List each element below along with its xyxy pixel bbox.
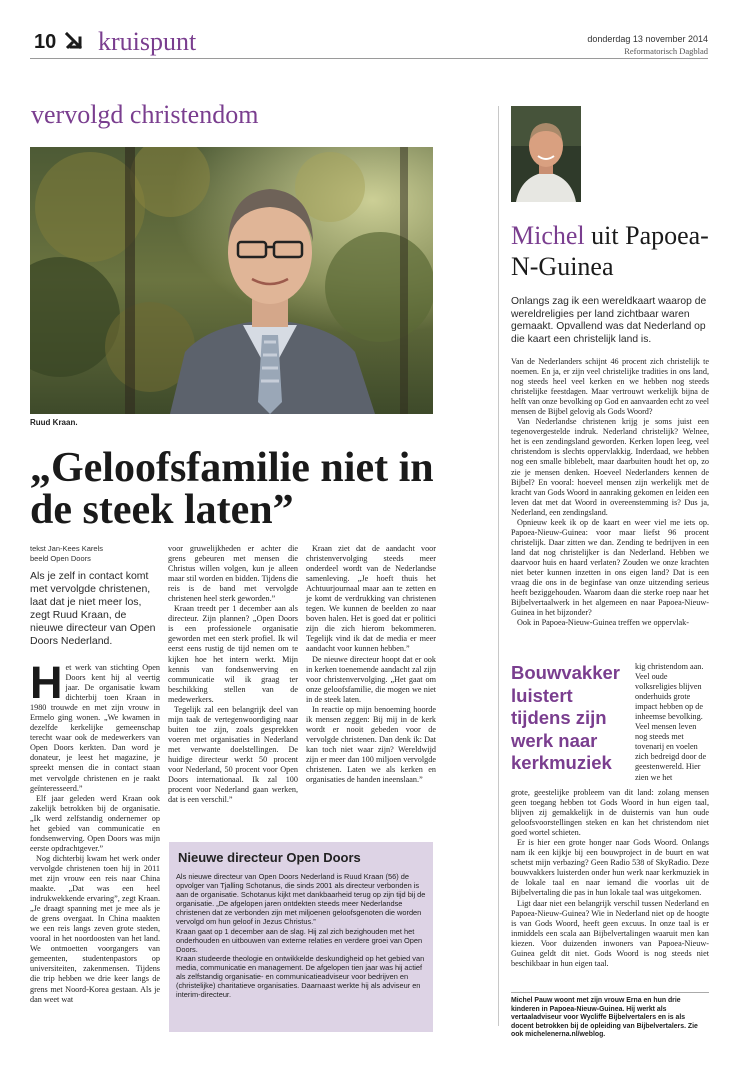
article-kicker: vervolgd christendom <box>31 100 259 129</box>
paragraph: grote, geestelijke probleem van dit land: zolang mensen geen toegang hebben tot Gods Woord in hun eigen taal, blijven zij gemakkelijk in de duisternis van hun oude geloofsvoorstellingen steken en kan het christendom niet goed wortel schieten. <box>511 788 709 838</box>
paragraph: Opnieuw keek ik op de kaart en weer viel me iets op. Papoea-Nieuw-Guinea: voor maar liefst 96 procent christelijk. Daar zitten we dan. Zending te bedrijven in een land dat nog christelijker is dan Nederland. Hebben we daarvoor huis en haard verlaten? Zouden we onze krachten niet beter kunnen inzetten in ons eigen land? Dat is een vraag die ons in de beginfase van onze uitzending serieus heeft beziggehouden. Waarom daan die sterke roep naar het Bijbelvertaalwerk in het algemeen en naar Papoea-Nieuw-Guinea in het bijzonder? <box>511 517 709 618</box>
paragraph: Kraan gaat op 1 december aan de slag. Hij zal zich bezighouden met het onderhouden en uitbouwen van externe relaties en verdere groei van Open Doors. <box>176 926 423 954</box>
headline: „Geloofsfamilie niet in de steek laten” <box>30 445 434 533</box>
paragraph: Ligt daar niet een belangrijk verschil tussen Nederland en Papoea-Nieuw-Guinea? Wie in Nederland niet op de hoogte is van Gods Woord, heeft geen excuus. In onze taal is er inmiddels een scala aan Bijbelvertalingen waaruit men kan kiezen. Voor duizenden inwoners van Papoea-Nieuw-Guinea geldt dit niet. Gods Woord is nog steeds niet beschikbaar in hun eigen taal. <box>511 898 709 968</box>
article-column-3 <box>306 544 436 785</box>
columnist-name: Michel <box>511 221 585 250</box>
page-number: 10 <box>34 31 57 53</box>
paragraph: Van Nederlandse christenen krijg je soms juist een tegenovergestelde indruk. Nederland christelijk? Welnee, het is een zendingsland geworden. Kerken lopen leeg, veel christendom is slechts oppervlakkig. Inderdaad, we hebben nog een smalle biblebelt, maar daarbuiten houdt het op, zo zie je mensen denken. Hoeveel Nederlanders kennen de Bijbel? En vooral: hoeveel mensen zijn werkelijk met de kracht van Gods Woord in aanraking gekomen en leiden een leven dat met dat Woord in overeenstemming is? Dus ja, Nederland, een zendingsland. <box>511 417 709 517</box>
byline-text: tekst Jan-Kees Karels <box>30 544 103 553</box>
paragraph: Kraan studeerde theologie en ontwikkelde deskundigheid op het gebied van media, communicatie en management. De afgelopen tien jaar was hij actief als zelfstandig organisatie- en communicatieadviseur voor bedrijven en (christelijke) charitatieve organisaties. Daarnaast werkte hij als adviseur en interim-directeur. <box>176 953 425 1000</box>
paragraph: Kraan ziet dat de aandacht voor christenvervolging steeds meer onderdeel wordt van de Nederlandse samenleving. „Je hoeft thuis het Achtuurjournaal maar aan te zetten en je komt de verdrukking van christenen tegen. We kunnen de beelden zo naar boven halen. Het is goed dat er politici zijn die zich hierom bekommeren. Tegelijk vind ik dat de media er meer aandacht voor kunnen hebben.” <box>306 544 436 654</box>
columnist-photo <box>511 106 581 202</box>
section-title: kruispunt <box>98 27 197 56</box>
paragraph: De nieuwe directeur hoopt dat er ook in kerken toenemende aandacht zal zijn voor christenvervolging. „Het gaat om onze geloofsfamilie, die mogen we niet in de steek laten. <box>306 654 436 704</box>
paragraph: Als nieuwe directeur van Open Doors Nederland is Ruud Kraan (56) de opvolger van Tjalling Schotanus, die sinds 2001 als directeur verbonden is aan de organisatie. Schotanus kijkt met dankbaarheid terug op zijn tijd bij de organisatie. „De afgelopen jaren ontdekten steeds meer Nederlandse christenen dat ze verbonden zijn met miljoenen geloofsgenoten die worden vervolgd om hun geloof in Jezus Christus.” <box>176 872 426 927</box>
drop-cap: H <box>30 657 63 708</box>
column-divider <box>498 106 499 1026</box>
info-box-text <box>176 872 428 999</box>
paragraph: In reactie op mijn benoeming hoorde ik mensen zeggen: Bij mij in de kerk wordt er nooit gebeden voor de vervolgde christenen. Dan denk ik: Dat kan toch niet waar zijn? Wereldwijd zijn er meer dan 100 miljoen vervolgde christenen. Laten we als kerken en organisaties de handen ineenslaan.” <box>306 704 436 785</box>
column-body-continued <box>511 788 709 969</box>
header-divider <box>30 58 708 59</box>
columnist-bio: Michel Pauw woont met zijn vrouw Erna en hun drie kinderen in Papoea-Nieuw-Guinea. Hij werkt als vertaaladviseur voor Wycliffe Bijbelvertalers en is als docent betrokken bij de opleiding van Bijbelvertalers. Zie ook michelenerna.nl/weblog. <box>511 997 698 1039</box>
byline <box>30 544 160 564</box>
bio-divider <box>511 992 709 993</box>
paragraph: Er is hier een grote honger naar Gods Woord. Onlangs nam ik een kijkje bij een bouwproject in de buurt en wat schetst mijn verbazing? Geen Radio 538 of SkyRadio. Deze bouwvakkers luisterden onder hun werk naar kerkmuziek in de lokale taal en naar iemand die voorlas uit de Bijbelvertaling die pas in hun lokale taal was uitgekomen. <box>511 838 709 898</box>
column-body-side: kig christendom aan. Veel oude volksreligies blijven onderhuids grote impact hebben op de inheemse bevolking. Veel mensen leven nog steeds met tovenarij en voelen zich bedreigd door de geestenwereld. Hier zien we het <box>635 662 707 782</box>
paragraph: Nog dichterbij kwam het werk onder vervolgde christenen toen hij in 2011 met zijn vrouw een reis naar China maakte. „Dat was een heel indrukwekkende ervaring”, zegt Kraan. „Je draagt spanning met je mee als je de grens overgaat. In China maakten we een reis langs zeven grote steden, vooral in het noordoosten van het land. We ontmoetten voorgangers van gemeenten, studentenpastors op universiteiten, zakenmensen. Tijdens die trip hebben we drie keer langs de grens met Noord-Korea gestaan. Als je dan weet wat <box>30 853 160 1004</box>
article-column-1 <box>30 657 160 1005</box>
paragraph: voor gruwelijkheden er achter die grens gebeuren met mensen die Christus willen volgen, kun je alleen maar stil worden en bidden. Tijdens die reis is de band met vervolgde christenen heel sterk geworden.” <box>168 544 298 604</box>
newspaper-name: Reformatorisch Dagblad <box>624 46 708 56</box>
column-title-rest: uit Papoea-N-Guinea <box>511 221 709 281</box>
column-intro: Onlangs zag ik een wereldkaart waarop de wereldreligies per land zichtbaar waren gemaakt. Opvallend was dat Nederland op die kaart een christelijk land is. <box>511 296 707 345</box>
article-column-2 <box>168 544 298 805</box>
article-intro: Als je zelf in contact komt met vervolgde christenen, laat dat je niet meer los, zegt Ruud Kraan, de nieuwe directeur van Open Doors Nederland. <box>30 570 156 647</box>
column-title <box>511 220 721 282</box>
crossroads-arrow-icon <box>64 30 86 52</box>
paragraph: Kraan treedt per 1 december aan als directeur. Zijn plannen? „Open Doors is een professionele organisatie geworden met een sterk profiel. Ik wil eerst eens rustig de tijd nemen om te kijken hoe het intern werkt. Mijn kennis van fondsenwerving en communicatie wil ik graag ter beschikking stellen van de medewerkers. <box>168 604 298 704</box>
paragraph: Elf jaar geleden werd Kraan ook zakelijk betrokken bij de organisatie. „Ik werd zelfstandig ondernemer op het gebied van communicatie en fondsenwerving. Open Doors was mijn eerste opdrachtgever.” <box>30 793 160 853</box>
paragraph: Van de Nederlanders schijnt 46 procent zich christelijk te noemen. En ja, er zijn veel christelijke tradities in ons land, nog steeds heel veel kerken en we hebben nog steeds christelijke feestdagen. Maar vertrouwt werkelijk bijna de helft van onze bevolking op God en aanvaarden echt zo veel mensen de Bijbel gelovig als Gods Woord? <box>511 357 709 417</box>
pull-quote: Bouwvakker luistert tijdens zijn werk naar kerkmuziek <box>511 662 620 773</box>
info-box <box>169 842 433 1032</box>
paragraph: et werk van stichting Open Doors kent hij al veertig jaar. De organisatie kwam dichterbij toen Kraan in 1980 trouwde en met zijn vrouw in Ermelo ging wonen. „We kwamen in dezelfde kerkelijke gemeenschap terecht waar ook de medewerkers van Open Doors kerkten. Dan word je donateur, je leest het magazine, je spreekt mensen die in contact staan met vervolgde christenen en je raakt geïnteresseerd.” <box>30 663 160 793</box>
header-dateline <box>587 34 708 56</box>
issue-date: donderdag 13 november 2014 <box>587 34 708 44</box>
column-body <box>511 357 709 628</box>
paragraph: Tegelijk zal een belangrijk deel van mijn taak de vertegenwoordiging naar buiten toe zijn, zoals gesprekken voeren met organisaties in Nederland met verwante doelstellingen. De huidige directeur werkt 50 procent voor Nederland, 50 procent voor Open Doors internationaal. Ik zal 100 procent voor Nederland gaan werken, dat is een verschil.” <box>168 704 298 805</box>
paragraph: Ook in Papoea-Nieuw-Guinea treffen we oppervlak- <box>517 618 689 628</box>
info-box-title: Nieuwe directeur Open Doors <box>178 850 361 865</box>
photo-caption: Ruud Kraan. <box>30 418 78 427</box>
portrait-photo <box>30 147 433 414</box>
byline-photo: beeld Open Doors <box>30 554 91 563</box>
